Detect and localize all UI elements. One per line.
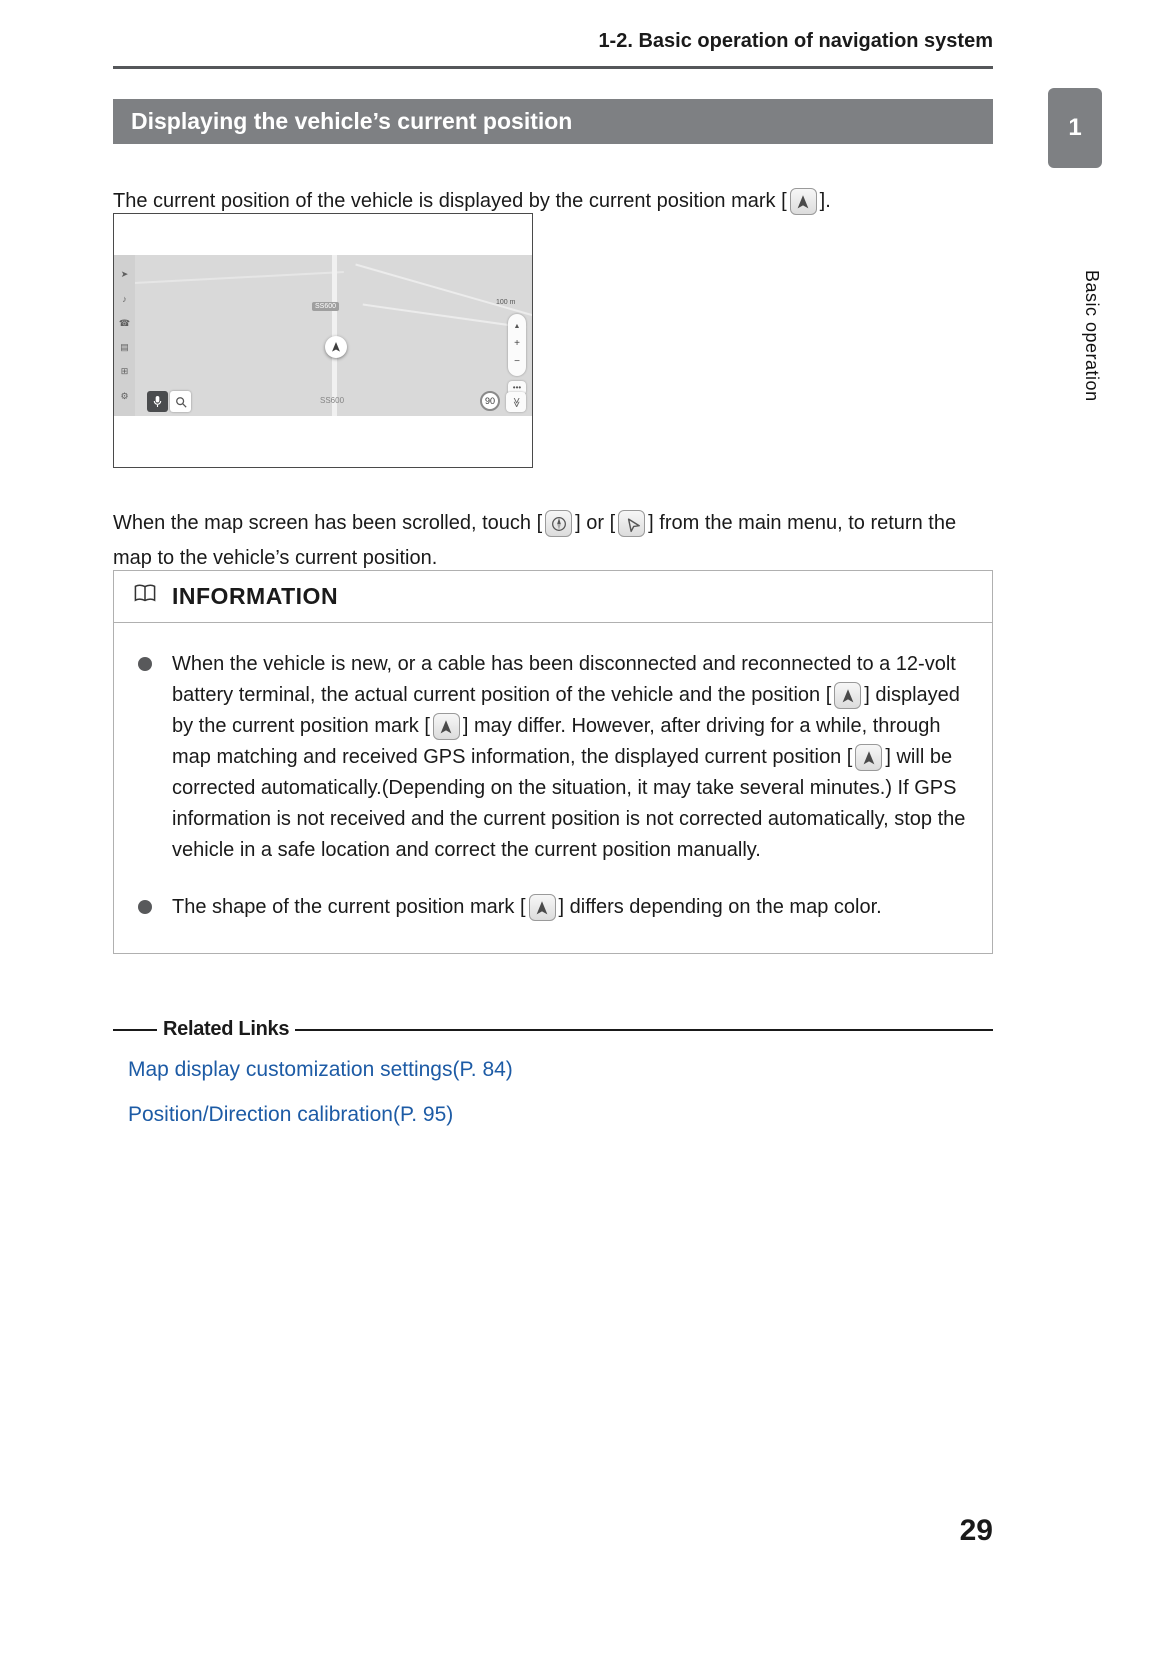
- information-title: INFORMATION: [172, 583, 339, 609]
- music-icon: ♪: [122, 293, 127, 304]
- gear-icon: ⚙: [120, 390, 129, 401]
- info-bullet-text: ] differs depending on the map color.: [558, 896, 882, 918]
- chapter-tab-label: Basic operation: [1082, 270, 1102, 402]
- street-label-bottom: SS600: [320, 396, 345, 405]
- nav-arrow-icon: ➤: [120, 269, 129, 280]
- section-title-bar: [113, 99, 993, 144]
- scroll-note-text: ] from the main menu, to return the map to the vehicle’s current position.: [113, 512, 957, 569]
- related-links-list: [128, 1058, 513, 1127]
- section-title: Displaying the vehicle’s current position: [131, 108, 573, 134]
- street-label-top: SS600: [312, 302, 339, 311]
- search-button: [170, 391, 191, 412]
- scroll-note-text: ] or [: [575, 512, 616, 534]
- current-position-marker: [325, 336, 347, 358]
- info-bullet: [136, 892, 966, 923]
- info-bullet-text: The shape of the current position mark [: [172, 896, 526, 918]
- media-icon: ▤: [120, 342, 129, 353]
- more-options-button: •••: [508, 381, 526, 395]
- info-bullet: [136, 649, 966, 866]
- chapter-tab-number: 1: [1068, 114, 1082, 141]
- link-position-direction-calibration[interactable]: Position/Direction calibration(P. 95): [128, 1103, 454, 1126]
- map-area: [114, 255, 532, 416]
- compass-return-icon: [545, 510, 572, 537]
- current-position-mark-icon: [433, 713, 460, 740]
- information-header: [114, 571, 992, 623]
- map-road: [114, 271, 344, 285]
- chevron-collapse-icon: ≫: [506, 392, 526, 412]
- intro-text: The current position of the vehicle is displayed by the current position mark [: [113, 190, 787, 212]
- current-position-mark-icon: [790, 188, 817, 215]
- chapter-header: 1-2. Basic operation of navigation system: [598, 30, 993, 52]
- intro-paragraph: [113, 186, 993, 216]
- intro-text-end: ].: [819, 190, 831, 212]
- bullet-icon: [138, 900, 152, 914]
- information-body: [114, 623, 992, 953]
- book-icon: [132, 582, 158, 611]
- chapter-tab: [1048, 88, 1102, 168]
- link-map-display-customization[interactable]: Map display customization settings(P. 84): [128, 1058, 513, 1081]
- related-links-title: Related Links: [163, 1018, 290, 1040]
- phone-icon: ☎: [118, 317, 131, 328]
- scroll-note-paragraph: [113, 506, 993, 576]
- zoom-out-button: −: [514, 356, 520, 368]
- map-scale-label: 100 m: [496, 299, 516, 306]
- north-indicator-icon: ▲: [513, 322, 521, 330]
- speed-limit-badge: 90: [480, 391, 500, 411]
- info-bullet-text: When the vehicle is new, or a cable has been disconnected and reconnected to a 12-volt battery terminal, the actual current position of the vehicle and the position [: [172, 653, 956, 706]
- divider-line: [113, 1029, 157, 1031]
- related-links-divider: [113, 1018, 993, 1041]
- map-sidebar: [114, 255, 135, 416]
- zoom-in-button: +: [514, 337, 520, 349]
- mic-icon: [152, 395, 163, 408]
- map-zoom-controls: [508, 314, 526, 376]
- apps-icon: ⊞: [120, 366, 129, 377]
- current-position-mark-icon: [834, 682, 861, 709]
- info-bullet-text: ] will be corrected automatically.(Depending on the situation, it may take several minutes.) If GPS information is not received and the current position is not corrected automatically, stop the vehicle in a safe location and correct the current position manually.: [172, 746, 966, 861]
- info-bullet-text: ] displayed by the current position mark [: [172, 684, 960, 737]
- nav-cursor-icon: [618, 510, 645, 537]
- current-position-mark-icon: [855, 744, 882, 771]
- search-icon: [175, 396, 187, 408]
- map-road: [355, 264, 532, 317]
- bullet-icon: [138, 657, 152, 671]
- scroll-note-text: When the map screen has been scrolled, touch [: [113, 512, 543, 534]
- header-rule: [113, 66, 993, 69]
- current-position-mark-icon: [529, 894, 556, 921]
- page-number: 29: [959, 1514, 993, 1547]
- nav-screen-figure: [113, 213, 533, 468]
- information-box: [113, 570, 993, 954]
- divider-line: [295, 1029, 993, 1031]
- mic-button: [147, 391, 168, 412]
- info-bullet-text: ] may differ. However, after driving for a while, through map matching and received GPS information, the displayed current position [: [172, 715, 941, 768]
